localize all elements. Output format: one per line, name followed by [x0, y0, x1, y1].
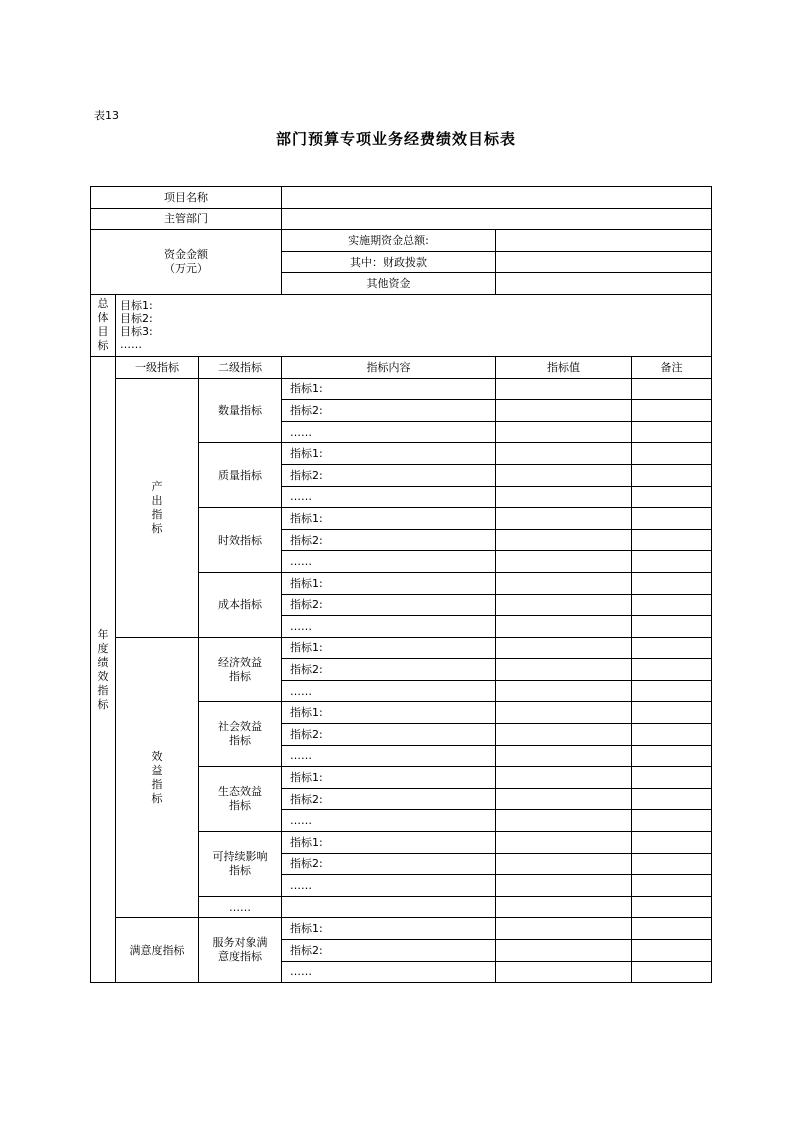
indicator-2-label: 指标2:: [282, 724, 496, 746]
indicator-2-label: 指标2:: [282, 400, 496, 422]
indicator-value-cell[interactable]: [496, 378, 632, 400]
remark-cell[interactable]: [632, 637, 712, 659]
table-number: 表13: [94, 109, 119, 122]
indicator-value-cell[interactable]: [496, 767, 632, 789]
remark-cell[interactable]: [632, 378, 712, 400]
row-indicator-header: [91, 356, 712, 378]
indicator-2-label: 指标2:: [282, 788, 496, 810]
remark-cell[interactable]: [632, 702, 712, 724]
indicator-value-cell[interactable]: [496, 400, 632, 422]
indicator-more-label: ……: [282, 486, 496, 508]
fund-fiscal-label: 其中：财政拨款: [282, 251, 496, 273]
remark-cell[interactable]: [632, 529, 712, 551]
goal-more: ……: [120, 338, 142, 352]
remark-cell[interactable]: [632, 745, 712, 767]
indicator-2-label: 指标2:: [282, 529, 496, 551]
indicator-2-label: 指标2:: [282, 659, 496, 681]
indicator-value-cell[interactable]: [496, 918, 632, 940]
fund-fiscal-value[interactable]: [496, 251, 712, 273]
remark-cell[interactable]: [632, 853, 712, 875]
indicator-value-cell[interactable]: [496, 896, 632, 918]
indicator-value-cell[interactable]: [496, 832, 632, 854]
indicator-more-label: ……: [282, 961, 496, 983]
remark-cell[interactable]: [632, 940, 712, 962]
indicator-content-cell[interactable]: [282, 896, 496, 918]
benefit-more-label: ……: [199, 896, 282, 918]
indicator-more-label: ……: [282, 875, 496, 897]
remark-cell[interactable]: [632, 594, 712, 616]
col-value-header: 指标值: [496, 356, 632, 378]
quality-indicator-label: 质量指标: [199, 443, 282, 508]
goal-2: 目标2:: [120, 312, 153, 326]
remark-cell[interactable]: [632, 724, 712, 746]
remark-cell[interactable]: [632, 680, 712, 702]
indicator-value-cell[interactable]: [496, 486, 632, 508]
indicator-value-cell[interactable]: [496, 853, 632, 875]
col-level2-header: 二级指标: [199, 356, 282, 378]
performance-target-table: [90, 186, 712, 983]
indicator-value-cell[interactable]: [496, 616, 632, 638]
indicator-value-cell[interactable]: [496, 680, 632, 702]
remark-cell[interactable]: [632, 788, 712, 810]
indicator-value-cell[interactable]: [496, 572, 632, 594]
indicator-1-label: 指标1:: [282, 637, 496, 659]
row-department: [91, 208, 712, 230]
row-project-name: [91, 187, 712, 209]
indicator-value-cell[interactable]: [496, 810, 632, 832]
indicator-value-cell[interactable]: [496, 529, 632, 551]
project-name-label: 项目名称: [91, 187, 282, 209]
department-value[interactable]: [282, 208, 712, 230]
social-benefit-label: 社会效益指标: [199, 702, 282, 767]
indicator-value-cell[interactable]: [496, 940, 632, 962]
indicator-2-label: 指标2:: [282, 853, 496, 875]
indicator-value-cell[interactable]: [496, 788, 632, 810]
col-remark-header: 备注: [632, 356, 712, 378]
indicator-more-label: ……: [282, 745, 496, 767]
remark-cell[interactable]: [632, 421, 712, 443]
remark-cell[interactable]: [632, 486, 712, 508]
remark-cell[interactable]: [632, 918, 712, 940]
cost-indicator-label: 成本指标: [199, 572, 282, 637]
remark-cell[interactable]: [632, 400, 712, 422]
indicator-value-cell[interactable]: [496, 961, 632, 983]
indicator-1-label: 指标1:: [282, 832, 496, 854]
indicator-1-label: 指标1:: [282, 572, 496, 594]
indicator-value-cell[interactable]: [496, 464, 632, 486]
indicator-1-label: 指标1:: [282, 767, 496, 789]
fund-amount-unit: （万元）: [164, 262, 209, 276]
indicator-value-cell[interactable]: [496, 724, 632, 746]
remark-cell[interactable]: [632, 767, 712, 789]
output-indicator-label: 产出指标: [116, 378, 199, 637]
indicator-1-label: 指标1:: [282, 443, 496, 465]
indicator-more-label: ……: [282, 551, 496, 573]
project-name-value[interactable]: [282, 187, 712, 209]
indicator-2-label: 指标2:: [282, 464, 496, 486]
indicator-value-cell[interactable]: [496, 659, 632, 681]
remark-cell[interactable]: [632, 443, 712, 465]
satisfaction-indicator-label: 满意度指标: [116, 918, 199, 983]
fund-total-value[interactable]: [496, 230, 712, 252]
service-satisfaction-label: 服务对象满意度指标: [199, 918, 282, 983]
ecological-benefit-label: 生态效益指标: [199, 767, 282, 832]
indicator-value-cell[interactable]: [496, 594, 632, 616]
indicator-1-label: 指标1:: [282, 508, 496, 530]
indicator-value-cell[interactable]: [496, 443, 632, 465]
indicator-value-cell[interactable]: [496, 508, 632, 530]
overall-goal-content[interactable]: [116, 294, 712, 356]
indicator-value-cell[interactable]: [496, 745, 632, 767]
remark-cell[interactable]: [632, 508, 712, 530]
indicator-value-cell[interactable]: [496, 875, 632, 897]
indicator-value-cell[interactable]: [496, 702, 632, 724]
remark-cell[interactable]: [632, 551, 712, 573]
remark-cell[interactable]: [632, 659, 712, 681]
table-row: [91, 918, 712, 940]
goal-1: 目标1:: [120, 299, 153, 313]
sustainable-impact-label: 可持续影响指标: [199, 832, 282, 897]
indicator-2-label: 指标2:: [282, 940, 496, 962]
remark-cell[interactable]: [632, 810, 712, 832]
indicator-more-label: ……: [282, 810, 496, 832]
fund-amount-title: 资金金额: [164, 248, 209, 262]
table-row: [91, 637, 712, 659]
fund-other-label: 其他资金: [282, 273, 496, 295]
economic-benefit-label: 经济效益指标: [199, 637, 282, 702]
fund-amount-label: [91, 230, 282, 295]
benefit-indicator-label: 效益指标: [116, 637, 199, 918]
fund-total-label: 实施期资金总额:: [282, 230, 496, 252]
indicator-more-label: ……: [282, 680, 496, 702]
timeliness-indicator-label: 时效指标: [199, 508, 282, 573]
remark-cell[interactable]: [632, 961, 712, 983]
col-content-header: 指标内容: [282, 356, 496, 378]
indicator-value-cell[interactable]: [496, 637, 632, 659]
remark-cell[interactable]: [632, 464, 712, 486]
overall-goal-label: 总体目标: [91, 294, 116, 356]
indicator-value-cell[interactable]: [496, 421, 632, 443]
remark-cell[interactable]: [632, 572, 712, 594]
annual-indicator-label: 年度绩效指标: [91, 356, 116, 982]
indicator-value-cell[interactable]: [496, 551, 632, 573]
indicator-1-label: 指标1:: [282, 378, 496, 400]
table-row: [91, 378, 712, 400]
indicator-more-label: ……: [282, 421, 496, 443]
remark-cell[interactable]: [632, 875, 712, 897]
fund-other-value[interactable]: [496, 273, 712, 295]
remark-cell[interactable]: [632, 896, 712, 918]
remark-cell[interactable]: [632, 832, 712, 854]
row-fund-total: [91, 230, 712, 252]
indicator-1-label: 指标1:: [282, 702, 496, 724]
col-level1-header: 一级指标: [116, 356, 199, 378]
indicator-2-label: 指标2:: [282, 594, 496, 616]
department-label: 主管部门: [91, 208, 282, 230]
indicator-more-label: ……: [282, 616, 496, 638]
remark-cell[interactable]: [632, 616, 712, 638]
document-title: 部门预算专项业务经费绩效目标表: [275, 130, 516, 148]
quantity-indicator-label: 数量指标: [199, 378, 282, 443]
row-overall-goals: [91, 294, 712, 356]
goal-3: 目标3:: [120, 325, 153, 339]
indicator-1-label: 指标1:: [282, 918, 496, 940]
